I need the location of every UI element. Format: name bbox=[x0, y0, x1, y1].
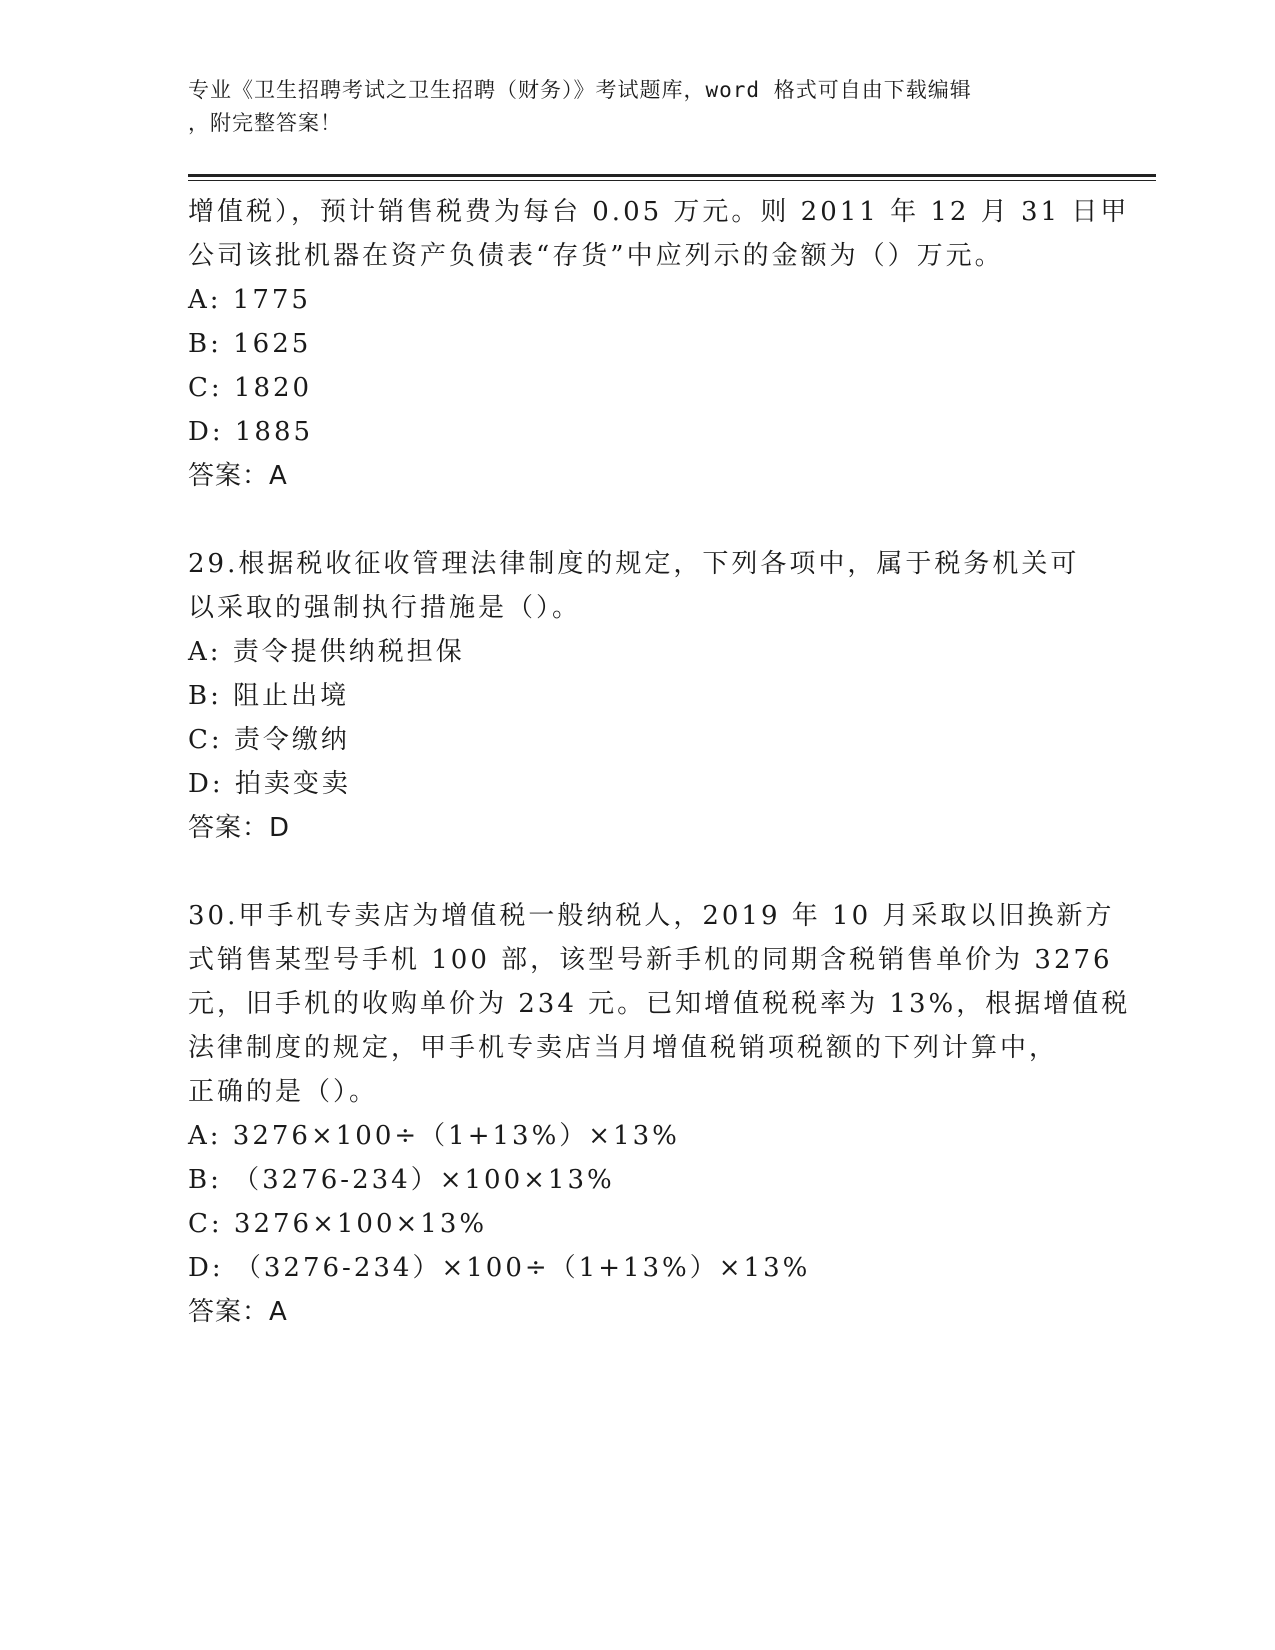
option-c: C: 1820 bbox=[188, 373, 313, 403]
question-text-line: 以采取的强制执行措施是（）。 bbox=[188, 593, 582, 623]
question-text-line: 法律制度的规定，甲手机专卖店当月增值税销项税额的下列计算中， bbox=[188, 1033, 1059, 1063]
question-text-line: 增值税），预计销售税费为每台 0.05 万元。则 2011 年 12 月 31 日甲 bbox=[188, 197, 1130, 227]
answer-label: 答案：D bbox=[188, 813, 291, 843]
question-text-line: 正确的是（）。 bbox=[188, 1077, 379, 1107]
question-content bbox=[188, 190, 1131, 1334]
option-a: A: 3276×100÷（1+13%）×13% bbox=[188, 1121, 680, 1151]
option-d: D: （3276-234）×100÷（1+13%）×13% bbox=[188, 1253, 811, 1283]
option-b: B: （3276-234）×100×13% bbox=[188, 1165, 615, 1195]
question-text-line: 式销售某型号手机 100 部，该型号新手机的同期含税销售单价为 3276 bbox=[188, 945, 1113, 975]
option-d: D: 拍卖变卖 bbox=[188, 769, 351, 799]
option-a: A: 责令提供纳税担保 bbox=[188, 637, 465, 667]
option-b: B: 阻止出境 bbox=[188, 681, 350, 711]
option-b: B: 1625 bbox=[188, 329, 312, 359]
answer-label: 答案：A bbox=[188, 1297, 288, 1327]
header-divider-thin bbox=[188, 180, 1156, 181]
option-c: C: 责令缴纳 bbox=[188, 725, 350, 755]
question-30 bbox=[188, 894, 1131, 1334]
question-text-line: 30.甲手机专卖店为增值税一般纳税人，2019 年 10 月采取以旧换新方 bbox=[188, 901, 1115, 931]
option-d: D: 1885 bbox=[188, 417, 314, 447]
option-a: A: 1775 bbox=[188, 285, 311, 315]
option-c: C: 3276×100×13% bbox=[188, 1209, 488, 1239]
question-text-line: 公司该批机器在资产负债表“存货”中应列示的金额为（）万元。 bbox=[188, 241, 1004, 271]
question-text-line: 29.根据税收征收管理法律制度的规定，下列各项中，属于税务机关可 bbox=[188, 549, 1080, 579]
header-line-2: ，附完整答案！ bbox=[188, 111, 342, 135]
header-line-1: 专业《卫生招聘考试之卫生招聘（财务）》考试题库，word 格式可自由下载编辑 bbox=[188, 78, 972, 102]
question-29 bbox=[188, 542, 1088, 850]
question-text-line: 元，旧手机的收购单价为 234 元。已知增值税税率为 13%，根据增值税 bbox=[188, 989, 1131, 1019]
header-divider-thick bbox=[188, 174, 1156, 177]
document-header bbox=[188, 74, 1088, 140]
question-28-continued bbox=[188, 190, 1130, 498]
answer-label: 答案：A bbox=[188, 461, 288, 491]
